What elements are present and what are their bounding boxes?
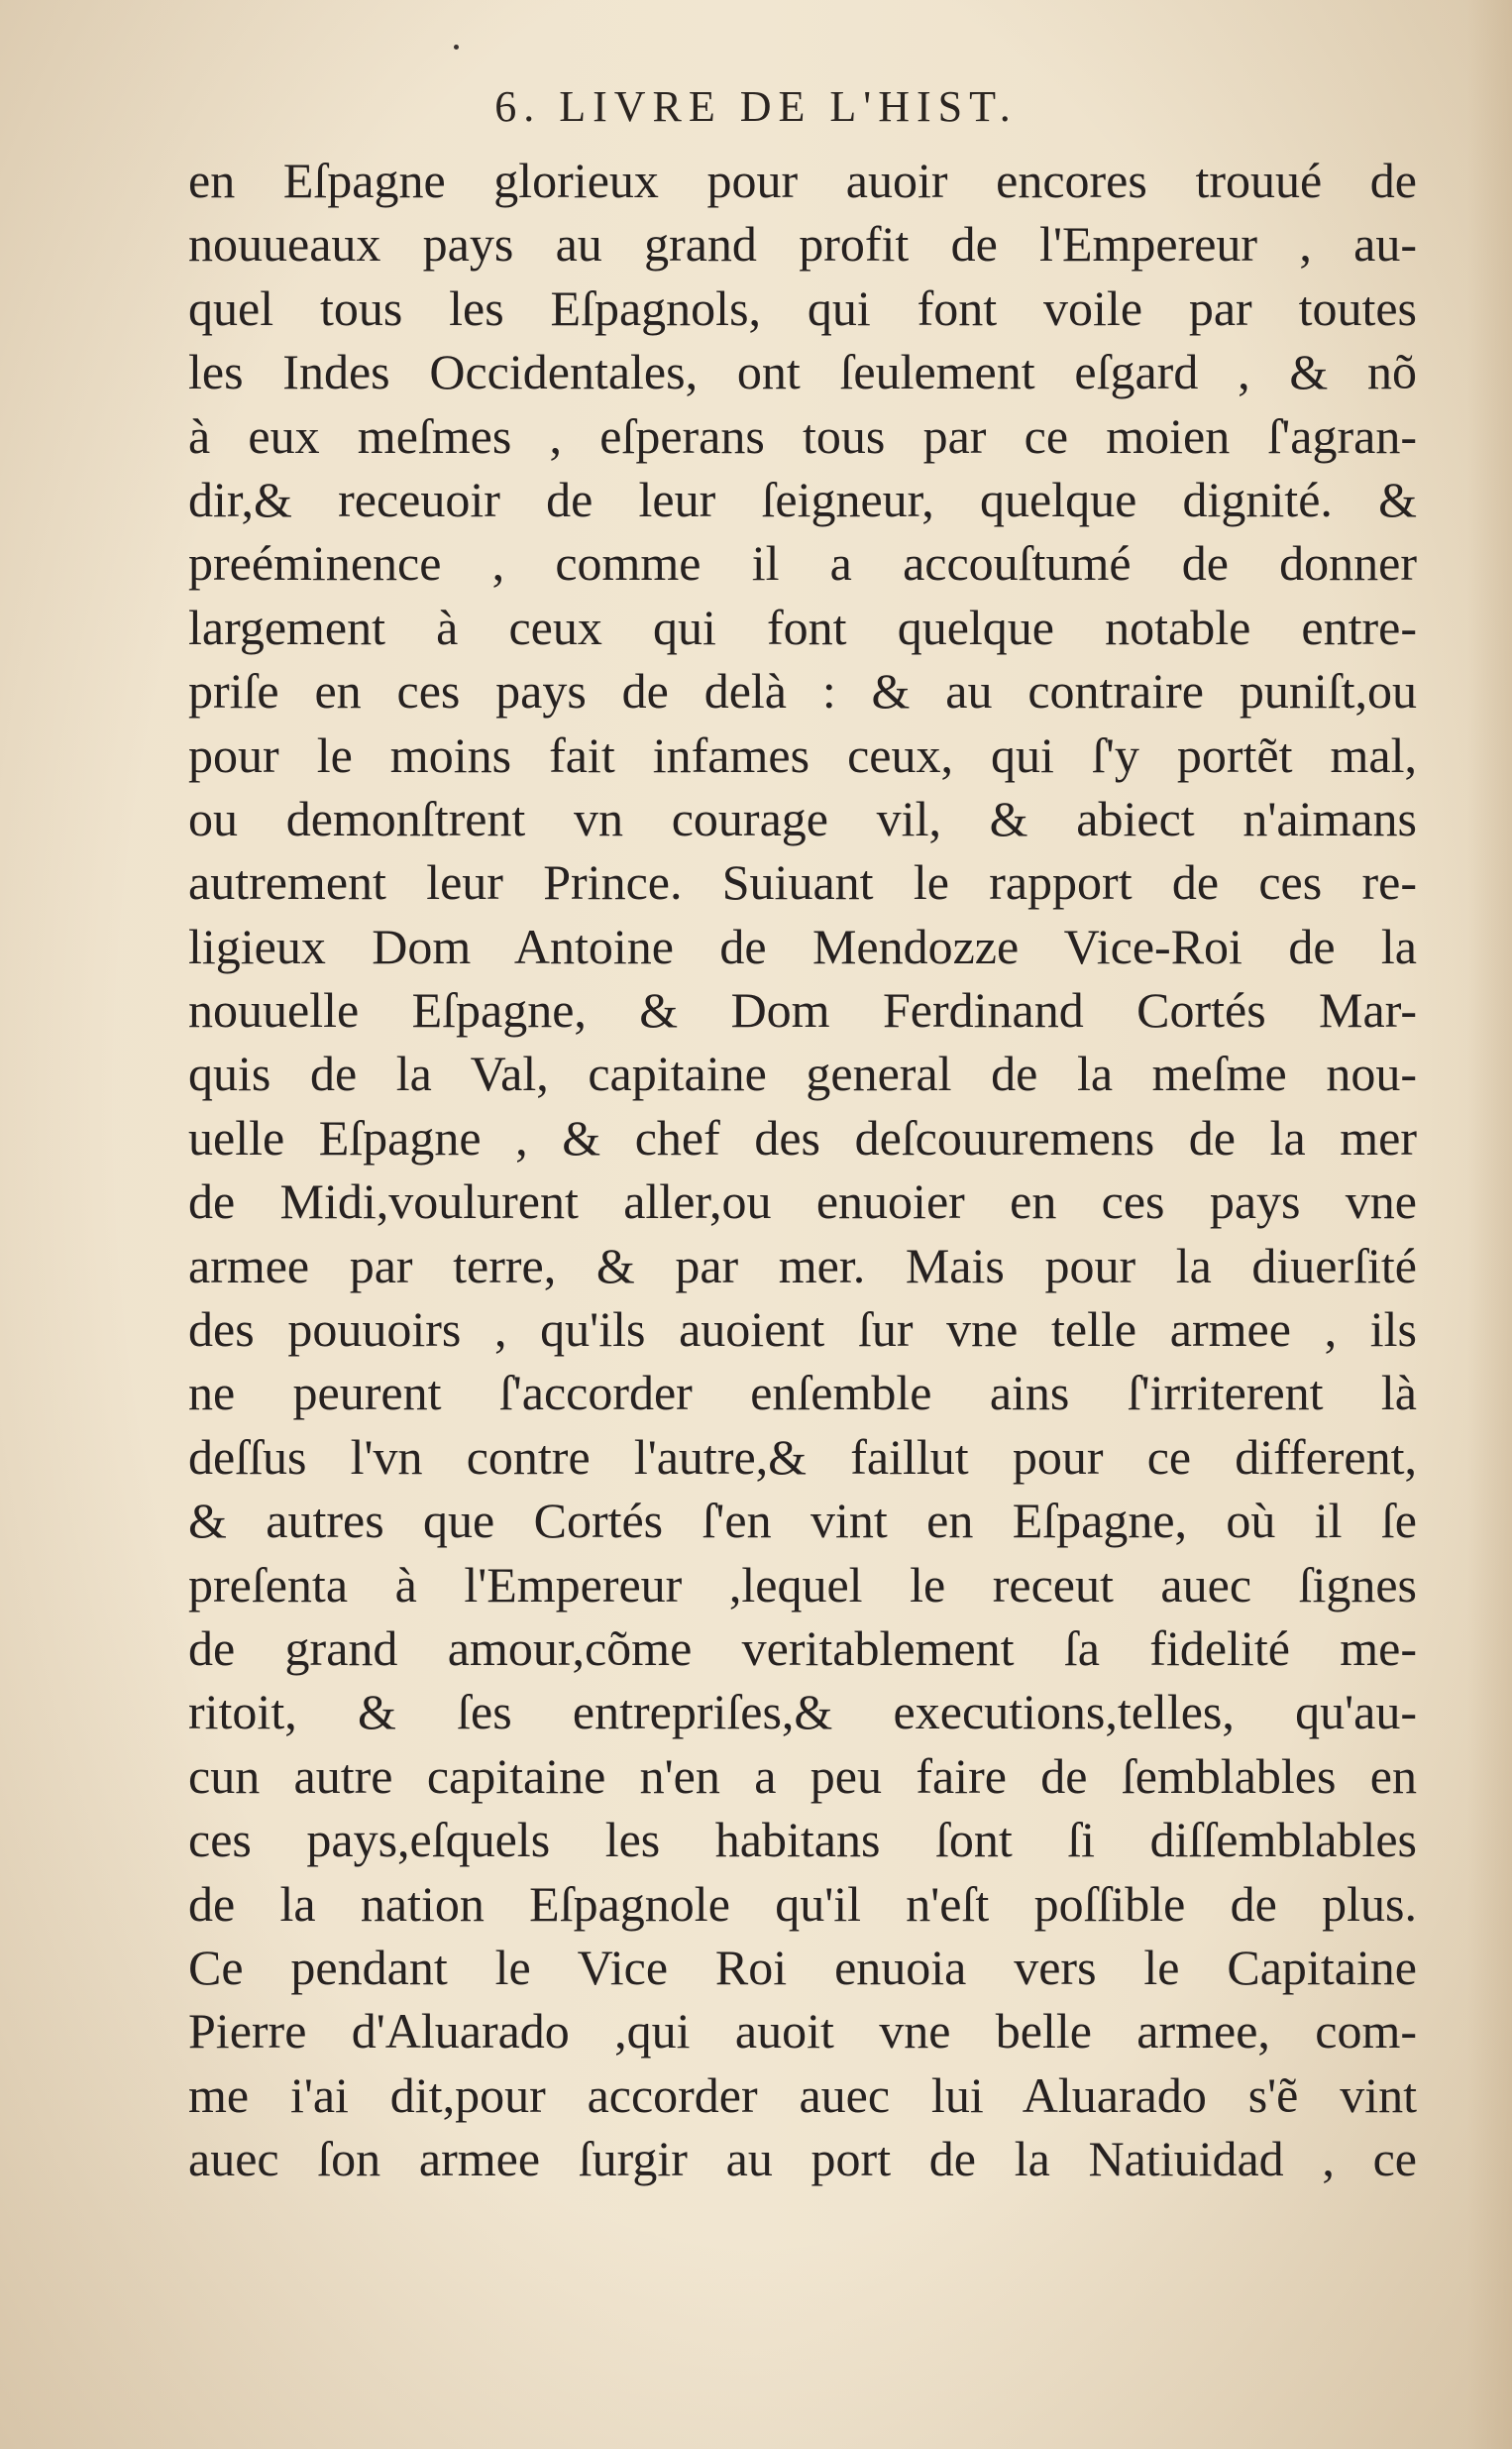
text-line: uelle Eſpagne , & chef des deſcouuremens de la mer [188, 1109, 1417, 1166]
text-line: les Indes Occidentales, ont ſeulement eſgard , & nõ [188, 344, 1417, 400]
text-line: de Midi,voulurent aller,ou enuoier en ces pays vne [188, 1173, 1417, 1230]
text-line: dir,& receuoir de leur ſeigneur, quelque dignité. & [188, 471, 1417, 527]
text-line: ou demonſtrent vn courage vil, & abiect n'aimans [188, 790, 1417, 846]
text-line: & autres que Cortés ſ'en vint en Eſpagne, où il ſe [188, 1493, 1417, 1549]
text-line: priſe en ces pays de delà : & au contraire puniſt,ou [188, 663, 1417, 720]
text-line: preſenta à l'Empereur ,lequel le receut auec ſignes [188, 1556, 1417, 1613]
text-line: armee par terre, & par mer. Mais pour la diuerſité [188, 1237, 1417, 1293]
text-line: de la nation Eſpagnole qu'il n'eſt poſſible de plus. [188, 1875, 1417, 1932]
text-line: nouuelle Eſpagne, & Dom Ferdinand Cortés Mar- [188, 982, 1417, 1039]
text-line: pour le moins fait infames ceux, qui ſ'y portẽt mal, [188, 726, 1417, 783]
text-line: largement à ceux qui font quelque notable entre- [188, 599, 1417, 655]
text-line: cun autre capitaine n'en a peu faire de ſemblables en [188, 1747, 1417, 1804]
text-line: autrement leur Prince. Suiuant le rapport de ces re- [188, 854, 1417, 911]
body-text [188, 149, 1417, 2191]
ink-speck [454, 45, 459, 50]
text-line: Pierre d'Aluarado ,qui auoit vne belle armee, com- [188, 2003, 1417, 2059]
page-edge-shadow [1467, 0, 1512, 2449]
text-line: en Eſpagne glorieux pour auoir encores trouué de [188, 153, 1417, 208]
text-line: preéminence , comme il a accouſtumé de donner [188, 535, 1417, 592]
text-line: Ce pendant le Vice Roi enuoia vers le Capitaine [188, 1939, 1417, 1995]
text-line: ces pays,eſquels les habitans ſont ſi diſſemblables [188, 1812, 1417, 1868]
text-line: deſſus l'vn contre l'autre,& faillut pour ce different, [188, 1428, 1417, 1485]
running-head: 6. LIVRE DE L'HIST. [494, 82, 1018, 131]
text-line: auec ſon armee ſurgir au port de la Natiuidad , ce [188, 2131, 1417, 2187]
text-line: quel tous les Eſpagnols, qui font voile par toutes [188, 279, 1417, 336]
text-line: ritoit, & ſes entrepriſes,& executions,telles, qu'au- [188, 1684, 1417, 1740]
text-line: ligieux Dom Antoine de Mendozze Vice-Roi de la [188, 918, 1417, 974]
text-line: ne peurent ſ'accorder enſemble ains ſ'irriterent là [188, 1365, 1417, 1421]
text-line: me i'ai dit,pour accorder auec lui Aluarado s'ẽ vint [188, 2066, 1417, 2123]
text-line: à eux meſmes , eſperans tous par ce moien ſ'agran- [188, 407, 1417, 464]
text-line: quis de la Val, capitaine general de la meſme nou- [188, 1046, 1417, 1102]
text-line: nouueaux pays au grand profit de l'Empereur , au- [188, 216, 1417, 273]
text-line: des pouuoirs , qu'ils auoient ſur vne telle armee , ils [188, 1301, 1417, 1358]
text-line: de grand amour,cõme veritablement ſa fidelité me- [188, 1619, 1417, 1676]
